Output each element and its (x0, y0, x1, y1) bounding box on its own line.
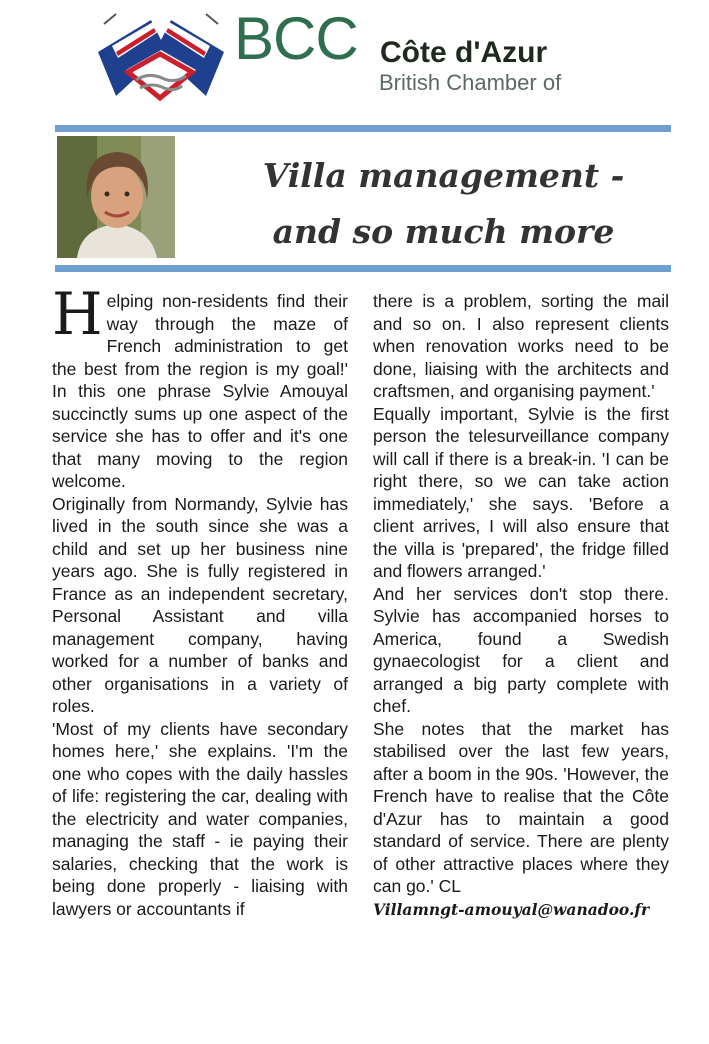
portrait-photo (57, 136, 175, 258)
bcc-handshake-logo (96, 10, 226, 110)
article-column-right (373, 290, 669, 922)
paragraph-1-text: elping non-residents find their way through the maze of French administration to get the best from the region is my goal!' In this one phrase Sylvie Amouyal succinctly sums up one aspect of the service she has to offer and it's one that many moving to the region welcome. (52, 291, 348, 491)
chamber-subtitle: British Chamber of (379, 70, 562, 95)
paragraph-5: Equally important, Sylvie is the first person the telesurveillance company will call if there is a break-in. 'I can be right there, so we can take action immediately,' she says. 'Before a client arrives, I will also ensure that the villa is 'prepared', the fridge filled and flowers arranged.' (373, 403, 669, 581)
paragraph-2: Originally from Normandy, Sylvie has lived in the south since she was a child and set up her business nine years ago. She is fully registered in France as an independent secretary, Personal Assistant and villa management company, having worked for a number of banks and other organisations in a variety of roles. (52, 493, 348, 716)
bottom-divider (55, 265, 671, 272)
paragraph-6: And her services don't stop there. Sylvie has accompanied horses to America, found a Swedish gynaecologist for a client and arranged a big party complete with chef. (373, 583, 669, 716)
region-title: Côte d'Azur (380, 36, 548, 69)
headline-line-1: Villa management - (262, 156, 625, 195)
contact-email-link[interactable]: Villamngt-amouyal@wanadoo.fr (373, 899, 650, 919)
paragraph-1 (52, 280, 348, 493)
portrait-photo-icon (57, 136, 175, 258)
drop-cap: H (52, 280, 103, 348)
paragraph-3: 'Most of my clients have secondary homes here,' she explains. 'I'm the one who copes with the daily hassles of life: registering the car, dealing with the electricity and water companies, managing the staff - ie paying their salaries, checking that the work is being done properly - liaising with lawyers or accountants if (52, 718, 348, 919)
paragraph-4: there is a problem, sorting the mail and so on. I also represent clients when renovation works need to be done, liaising with the architects and craftsmen, and organising payment.' (373, 291, 669, 401)
headline-line-2: and so much more (272, 212, 615, 251)
article-column-left (52, 280, 348, 920)
paragraph-7: She notes that the market has stabilised over the last few years, after a boom in the 90s. 'However, the French have to realise that the Côte d'Azur has to maintain a good standard of service. There are plenty of other attractive places where they can go.' CL (373, 718, 669, 896)
article-headline (196, 148, 691, 260)
bcc-acronym: BCC (234, 5, 358, 72)
top-divider (55, 125, 671, 132)
handshake-logo-icon (96, 10, 226, 110)
